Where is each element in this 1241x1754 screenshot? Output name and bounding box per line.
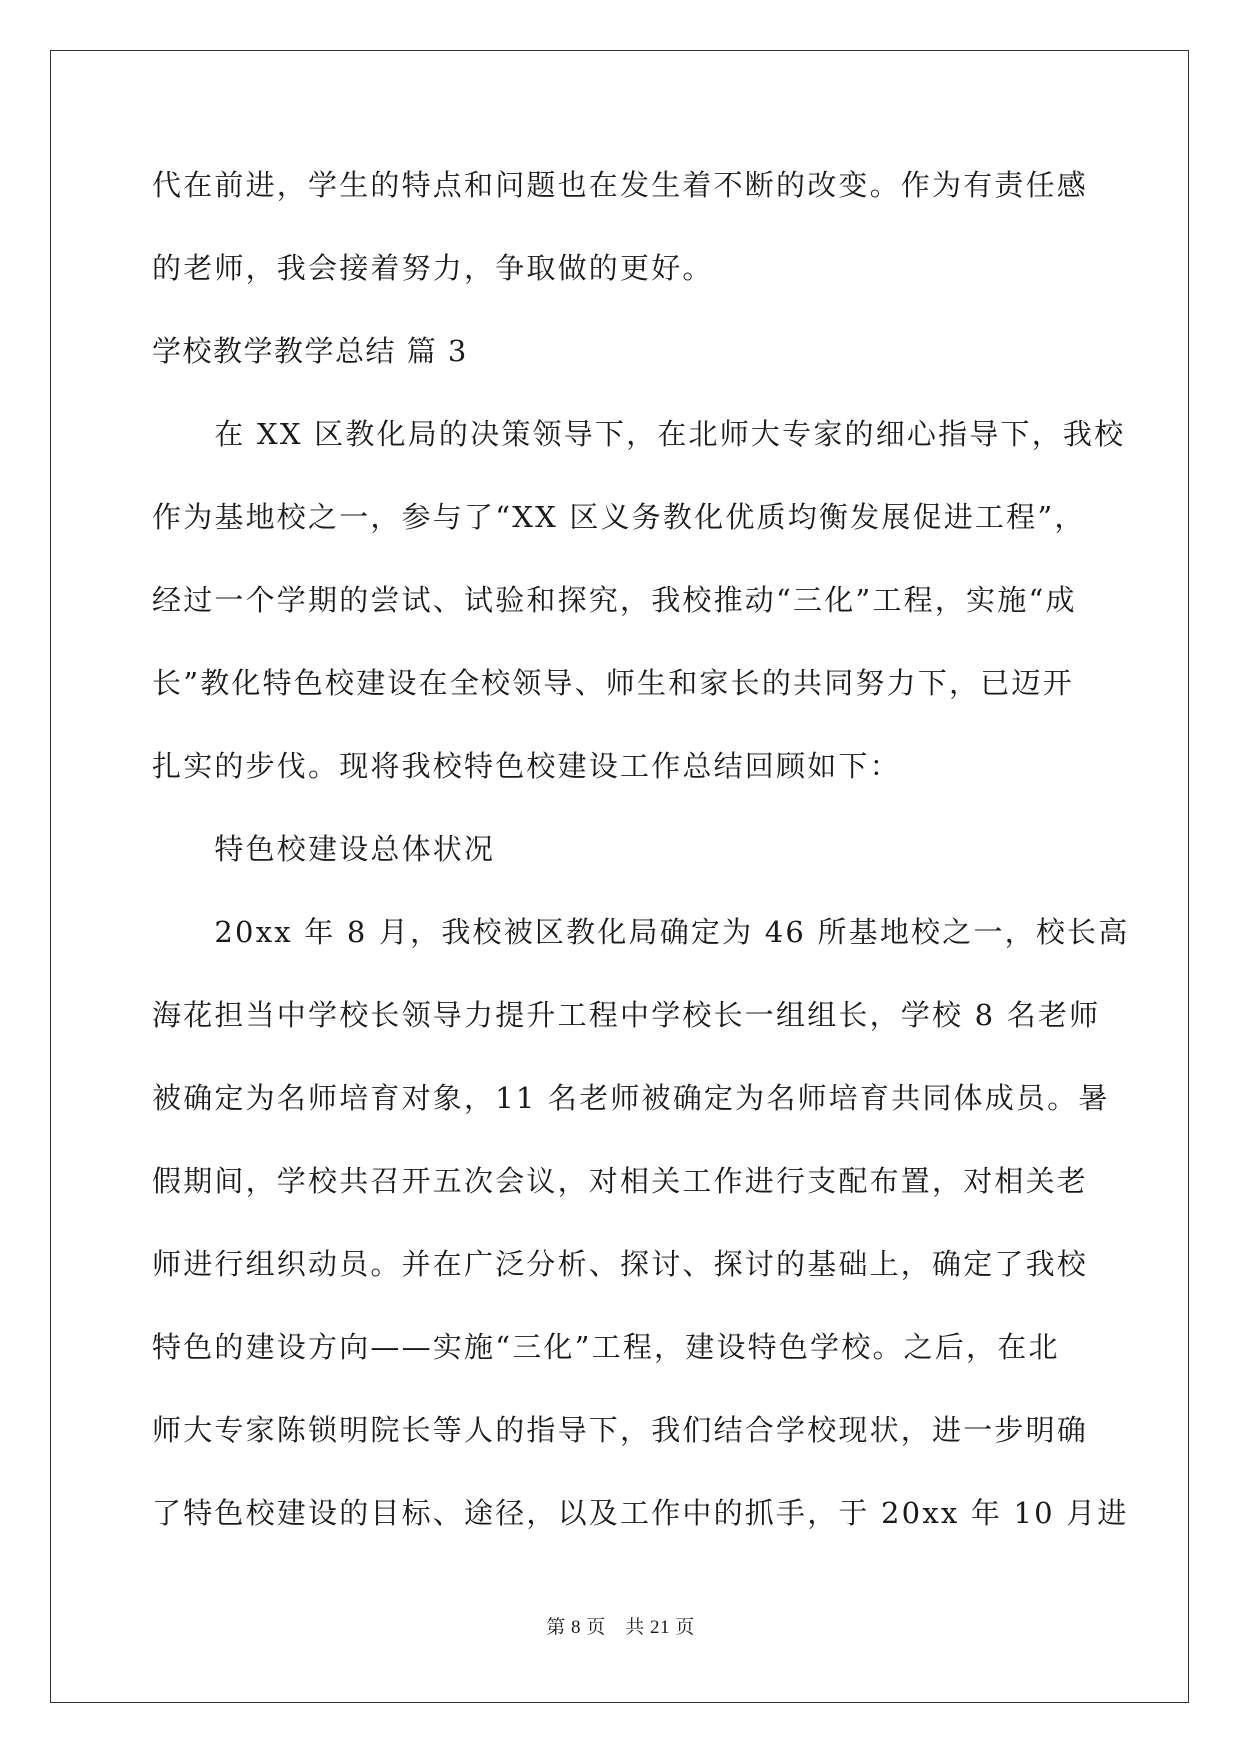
paragraph-line: 20xx 年 8 月，我校被区教化局确定为 46 所基地校之一，校长高 [152,915,1130,949]
paragraph-line: 在 XX 区教化局的决策领导下，在北师大专家的细心指导下，我校 [152,417,1126,451]
section-heading: 学校教学教学总结 篇 3 [152,334,468,368]
paragraph-line: 被确定为名师培育对象，11 名老师被确定为名师培育共同体成员。暑 [152,1081,1110,1115]
paragraph-line: 海花担当中学校长领导力提升工程中学校长一组组长，学校 8 名老师 [152,998,1101,1032]
paragraph-line: 扎实的步伐。现将我校特色校建设工作总结回顾如下： [152,749,901,783]
paragraph-line: 长”教化特色校建设在全校领导、师生和家长的共同努力下，已迈开 [152,666,1074,700]
paragraph-line: 特色的建设方向——实施“三化”工程，建设特色学校。之后，在北 [152,1330,1060,1364]
paragraph-line: 师大专家陈锁明院长等人的指导下，我们结合学校现状，进一步明确 [152,1413,1089,1447]
paragraph-line: 了特色校建设的目标、途径，以及工作中的抓手，于 20xx 年 10 月进 [152,1496,1129,1530]
subheading-line: 特色校建设总体状况 [152,832,496,866]
page-footer: 第 8 页 共 21 页 [546,1617,695,1638]
document-body [152,160,1130,1571]
paragraph-line: 的老师，我会接着努力，争取做的更好。 [152,251,714,285]
paragraph-line: 作为基地校之一，参与了“XX 区义务教化优质均衡发展促进工程”， [152,500,1086,534]
paragraph-line: 经过一个学期的尝试、试验和探究，我校推动“三化”工程，实施“成 [152,583,1077,617]
paragraph-line: 假期间，学校共召开五次会议，对相关工作进行支配布置，对相关老 [152,1164,1089,1198]
paragraph-line: 师进行组织动员。并在广泛分析、探讨、探讨的基础上，确定了我校 [152,1247,1089,1281]
paragraph-line: 代在前进，学生的特点和问题也在发生着不断的改变。作为有责任感 [152,168,1089,202]
